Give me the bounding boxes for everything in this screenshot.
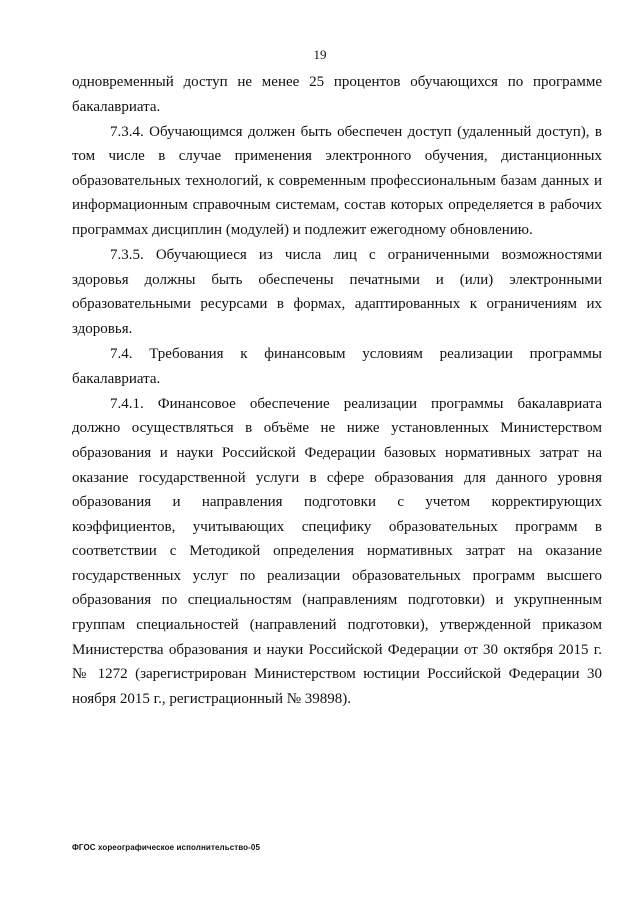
paragraph-7-4: 7.4. Требования к финансовым условиям реализации программы бакалавриата. [72,346,602,387]
document-body [72,70,602,712]
page-number: 19 [313,47,327,62]
paragraph-7-3-5: 7.3.5. Обучающиеся из числа лиц с ограниченными возможностями здоровья должны быть обеспечены печатными и (или) электронными образовательными ресурсами в формах, адаптированных к ограничениям их здоровья. [72,247,602,337]
paragraph-7-3-4: 7.3.4. Обучающимся должен быть обеспечен доступ (удаленный доступ), в том числе в случае применения электронного обучения, дистанционных образовательных технологий, к современным профессиональным базам данных и информационным справочным системам, состав которых определяется в рабочих программах дисциплин (модулей) и подлежит ежегодному обновлению. [72,123,602,239]
paragraph-continuation: одновременный доступ не менее 25 процентов обучающихся по программе бакалавриата. [72,74,602,115]
footer-label: ФГОС хореографическое исполнительство-05 [72,843,261,852]
paragraph-7-4-1: 7.4.1. Финансовое обеспечение реализации программы бакалавриата должно осуществляться в объёме не ниже установленных Министерством образования и науки Российской Федерации базовых нормативных затрат на оказание государственной услуги в сфере образования для данного уровня образования и направления подготовки с учетом корректирующих коэффициентов, учитывающих специфику образовательных программ в соответствии с Методикой определения нормативных затрат на оказание государственных услуг по реализации образовательных программ высшего образования по специальностям (направлениям подготовки) и укрупненным группам специальностей (направлений подготовки), утвержденной приказом Министерства образования и науки Российской Федерации от 30 октября 2015 г. № 1272 (зарегистрирован Министерством юстиции Российской Федерации 30 ноября 2015 г., регистрационный № 39898). [72,395,602,707]
